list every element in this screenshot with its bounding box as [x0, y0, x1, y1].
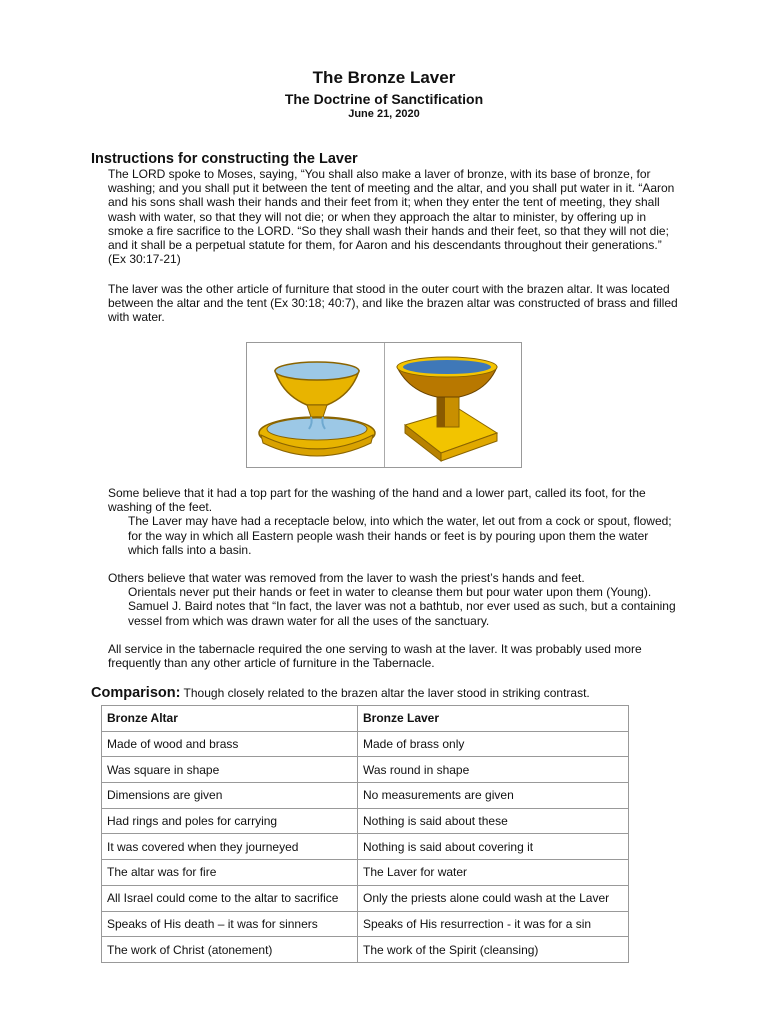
laver-cell: Only the priests alone could wash at the Laver	[358, 885, 629, 911]
altar-cell: Speaks of His death – it was for sinners	[102, 911, 358, 937]
laver-cell: Was round in shape	[358, 757, 629, 783]
laver-cell: The Laver for water	[358, 860, 629, 886]
water-removed-text: Others believe that water was removed from the laver to wash the priest’s hands and feet.	[108, 571, 585, 585]
section-heading: Instructions for constructing the Laver	[91, 151, 358, 167]
laver-cell: The work of the Spirit (cleansing)	[358, 937, 629, 963]
altar-cell: The altar was for fire	[102, 860, 358, 886]
receptacle-text: The Laver may have had a receptacle below, into which the water, let out from a cock or spout, flowed; for the way in which all Eastern people wash their hands or feet is by pouring upon them the water which falls into a basin.	[128, 514, 672, 557]
altar-cell: It was covered when they journeyed	[102, 834, 358, 860]
comparison-intro: Though closely related to the brazen altar the laver stood in striking contrast.	[183, 686, 590, 700]
comparison-table	[101, 705, 629, 963]
header-bronze-laver: Bronze Laver	[358, 706, 629, 732]
document-date: June 21, 2020	[348, 108, 420, 120]
laver-cell: Made of brass only	[358, 731, 629, 757]
top-and-foot-paragraph	[108, 486, 678, 557]
table-row	[102, 885, 629, 911]
laver-cell: Nothing is said about covering it	[358, 834, 629, 860]
table-row	[102, 937, 629, 963]
document-title: The Bronze Laver	[312, 68, 456, 87]
laver-cell: Speaks of His resurrection - it was for a sin	[358, 911, 629, 937]
description-paragraph: The laver was the other article of furniture that stood in the outer court with the brazen altar. It was located between the altar and the tent (Ex 30:18; 40:7), and like the brazen altar was constructed of brass and filled with water.	[108, 282, 678, 325]
table-row	[102, 860, 629, 886]
altar-cell: Had rings and poles for carrying	[102, 808, 358, 834]
service-paragraph: All service in the tabernacle required the one serving to wash at the laver. It was probably used more frequently than any other article of furniture in the Tabernacle.	[108, 642, 642, 671]
header-bronze-altar: Bronze Altar	[102, 706, 358, 732]
laver-drawing-hand-foot	[247, 343, 384, 467]
table-header-row	[102, 706, 629, 732]
laver-cell: Nothing is said about these	[358, 808, 629, 834]
document-subtitle: The Doctrine of Sanctification	[284, 91, 484, 107]
altar-cell: Made of wood and brass	[102, 731, 358, 757]
scripture-paragraph: The LORD spoke to Moses, saying, “You shall also make a laver of bronze, with its base of bronze, for washing; and you shall put it between the tent of meeting and the altar, and you shall put water in it. “Aaron and his sons shall wash their hands and their feet from it; when they enter the tent of meeting, they shall wash with water, so that they will not die; or when they approach the altar to minister, by offering up in smoke a fire sacrifice to the LORD. “So they shall wash their hands and their feet, so that they will not die; and it shall be a perpetual statute for them, for Aaron and his descendants throughout their generations.” (Ex 30:17-21)	[108, 167, 675, 267]
laver-cell: No measurements are given	[358, 783, 629, 809]
top-and-foot-text: Some believe that it had a top part for the washing of the hand and a lower part, called its foot, for the washing of the feet.	[108, 486, 646, 515]
laver-drawing-bowl-stand	[384, 343, 522, 467]
altar-cell: All Israel could come to the altar to sacrifice	[102, 885, 358, 911]
table-row	[102, 757, 629, 783]
orientals-text: Orientals never put their hands or feet in water to cleanse them but pour water upon them (Young). Samuel J. Baird notes that “In fact, the laver was not a bathtub, nor ever used as such, but a containing vessel from which was drawn water for all the uses of the sanctuary.	[128, 585, 676, 628]
altar-cell: Was square in shape	[102, 757, 358, 783]
table-row	[102, 911, 629, 937]
table-row	[102, 834, 629, 860]
water-removed-paragraph	[108, 571, 678, 628]
laver-illustrations	[246, 342, 522, 468]
table-row	[102, 731, 629, 757]
table-row	[102, 808, 629, 834]
comparison-label: Comparison:	[91, 685, 181, 701]
altar-cell: The work of Christ (atonement)	[102, 937, 358, 963]
altar-cell: Dimensions are given	[102, 783, 358, 809]
comparison-heading	[91, 685, 590, 701]
table-row	[102, 783, 629, 809]
